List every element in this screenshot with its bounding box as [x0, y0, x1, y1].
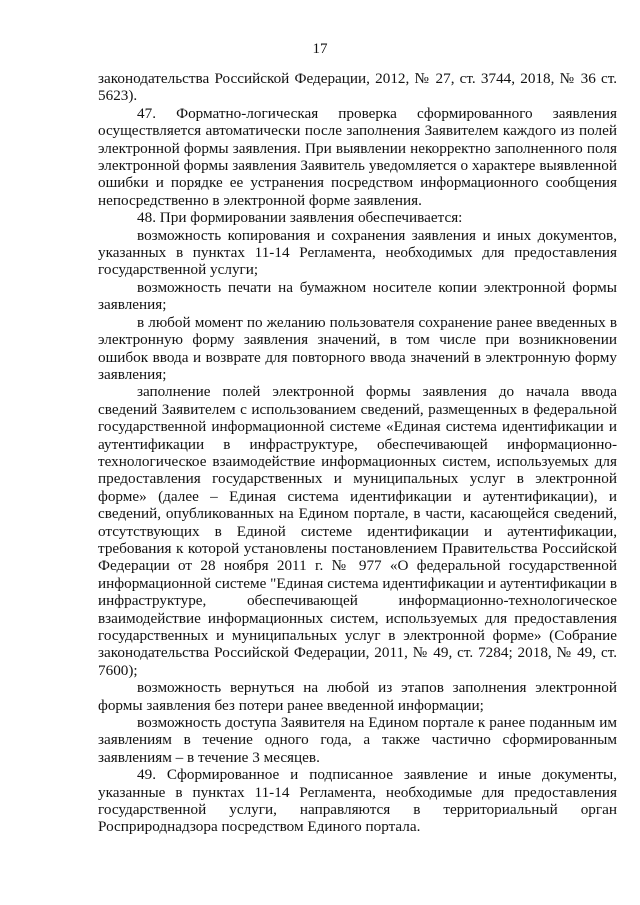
paragraph-48-item-print: возможность печати на бумажном носителе копии электронной формы заявления; [98, 278, 617, 314]
document-body [98, 70, 617, 836]
paragraph-47: 47. Форматно-логическая проверка сформированного заявления осуществляется автоматически после заполнения Заявителем каждого из полей электронной формы заявления. При выявлении некорректно заполненного поля электронной формы заявления Заявитель уведомляется о характере выявленной ошибки и порядке ее устранения посредством информационного сообщения непосредственно в электронной форме заявления. [98, 104, 617, 209]
paragraph-continuation: законодательства Российской Федерации, 2012, № 27, ст. 3744, 2018, № 36 ст. 5623). [98, 70, 617, 105]
paragraph-48-item-autofill: заполнение полей электронной формы заявления до начала ввода сведений Заявителем с использованием сведений, размещенных в федеральной государственной информационной системе «Единая система идентификации и аутентификации в инфраструктуре, обеспечивающей информационно-технологическое взаимодействие информационных систем, используемых для предоставления государственных и муниципальных услуг в электронной форме» (далее – Единая система идентификации и аутентификации), и сведений, опубликованных на Едином портале, в части, касающейся сведений, отсутствующих в Единой системе идентификации и аутентификации, требования к которой установлены постановлением Правительства Российской Федерации от 28 ноября 2011 г. № 977 «О федеральной государственной информационной системе "Единая система идентификации и аутентификации в инфраструктуре, обеспечивающей информационно-технологическое взаимодействие информационных систем, используемых для предоставления государственных и муниципальных услуг в электронной форме» (Собрание законодательства Российской Федерации, 2011, № 49, ст. 7284; 2018, № 49, ст. 7600); [98, 383, 617, 679]
paragraph-48-item-save: в любой момент по желанию пользователя сохранение ранее введенных в электронную форму заявления значений, в том числе при возникновении ошибок ввода и возврате для повторного ввода значений в электронную форму заявления; [98, 313, 617, 383]
paragraph-48-item-copy: возможность копирования и сохранения заявления и иных документов, указанных в пунктах 11-14 Регламента, необходимых для предоставления государственной услуги; [98, 226, 617, 279]
page-number: 17 [312, 41, 328, 57]
paragraph-48: 48. При формировании заявления обеспечивается: [137, 209, 463, 227]
paragraph-49: 49. Сформированное и подписанное заявление и иные документы, указанные в пунктах 11-14 Регламента, необходимые для предоставления государственной услуги, направляются в территориальный орган Росприроднадзора посредством Единого портала. [98, 766, 617, 836]
paragraph-48-item-return: возможность вернуться на любой из этапов заполнения электронной формы заявления без потери ранее введенной информации; [98, 679, 617, 714]
paragraph-48-item-access: возможность доступа Заявителя на Едином портале к ранее поданным им заявлениям в течение одного года, а также частично сформированным заявлениям – в течение 3 месяцев. [98, 714, 617, 766]
